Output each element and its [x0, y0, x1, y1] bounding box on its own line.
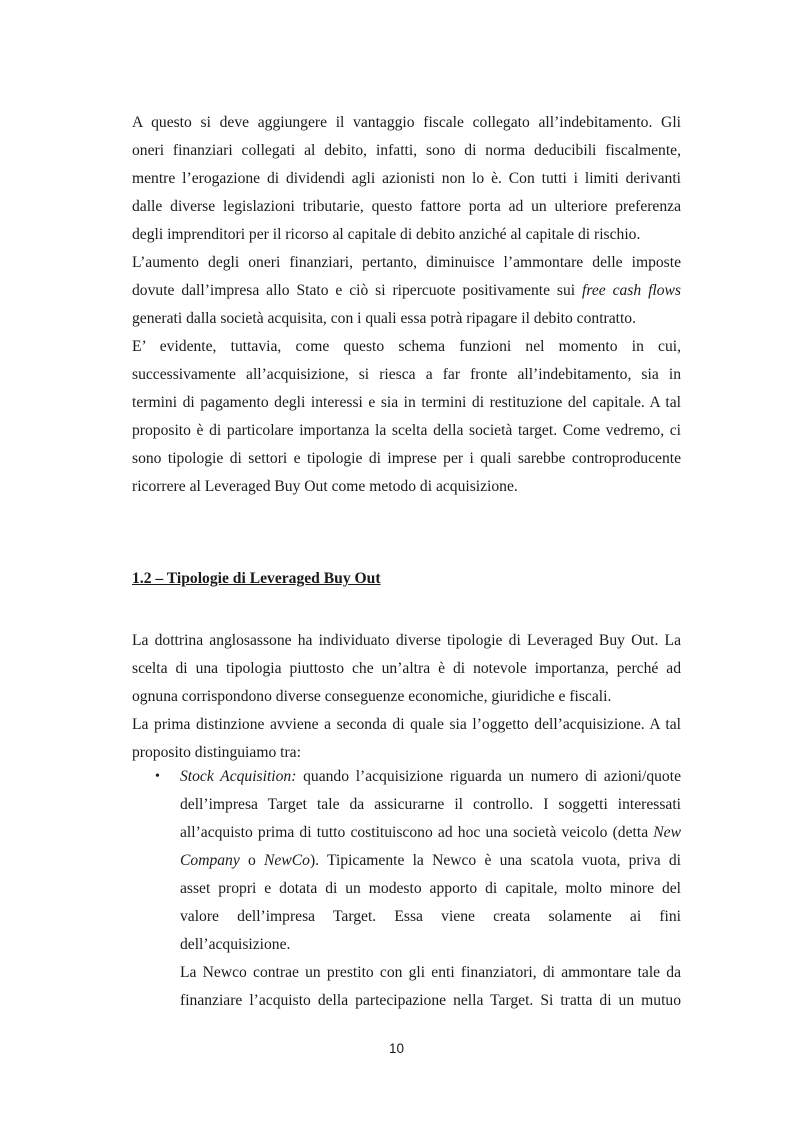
bullet-line-3	[180, 823, 681, 843]
page-number: 10	[388, 1041, 405, 1056]
new-term: New	[653, 824, 681, 841]
bullet-text: all’acquisto prima di tutto costituiscono ad hoc una società veicolo (detta	[180, 824, 654, 841]
paragraph-1-line-5: degli imprenditori per il ricorso al capitale di debito anziché al capitale di rischio.	[132, 226, 641, 243]
bullet-line-5: asset propri e dotata di un modesto apporto di capitale, molto minore del	[180, 880, 681, 897]
paragraph-2-line-2	[132, 281, 681, 301]
paragraph-5-line-2: proposito distinguiamo tra:	[132, 744, 301, 761]
paragraph-1-line-1: A questo si deve aggiungere il vantaggio fiscale collegato all’indebitamento. Gli	[132, 114, 681, 131]
paragraph-4-line-1: La dottrina anglosassone ha individuato diverse tipologie di Leveraged Buy Out. La	[132, 632, 681, 649]
paragraph-2-line-1: L’aumento degli oneri finanziari, pertanto, diminuisce l’ammontare delle imposte	[132, 254, 681, 271]
paragraph-2-text: dovute dall’impresa allo Stato e ciò si ripercuote positivamente sui	[132, 282, 583, 299]
paragraph-1-line-4: dalle diverse legislazioni tributarie, questo fattore porta ad un ulteriore preferenza	[132, 198, 681, 215]
paragraph-1-line-3: mentre l’erogazione di dividendi agli azionisti non lo è. Con tutti i limiti derivanti	[132, 170, 681, 187]
bullet-line-8: La Newco contrae un prestito con gli enti finanziatori, di ammontare tale da	[180, 964, 681, 981]
paragraph-4-line-3: ognuna corrispondono diverse conseguenze economiche, giuridiche e fiscali.	[132, 688, 612, 705]
bullet-line-7: dell’acquisizione.	[180, 936, 291, 953]
stock-acquisition-term: Stock Acquisition:	[180, 768, 297, 785]
paragraph-3-line-5: sono tipologie di settori e tipologie di imprese per i quali sarebbe controproducente	[132, 450, 681, 467]
bullet-text: quando l’acquisizione riguarda un numero di azioni/quote	[296, 768, 681, 785]
newco-term: NewCo	[264, 852, 310, 869]
paragraph-3-line-6: ricorrere al Leveraged Buy Out come metodo di acquisizione.	[132, 478, 518, 495]
bullet-line-2: dell’impresa Target tale da assicurarne il controllo. I soggetti interessati	[180, 796, 681, 813]
section-heading: 1.2 – Tipologie di Leveraged Buy Out	[132, 570, 381, 587]
paragraph-1-line-2: oneri finanziari collegati al debito, infatti, sono di norma deducibili fiscalmente,	[132, 142, 681, 159]
paragraph-2-line-3: generati dalla società acquisita, con i quali essa potrà ripagare il debito contratto.	[132, 310, 637, 327]
bullet-text: ). Tipicamente la Newco è una scatola vuota, priva di	[309, 852, 682, 869]
bullet-text: o	[239, 852, 265, 869]
paragraph-4-line-2: scelta di una tipologia piuttosto che un’altra è di notevole importanza, perché ad	[132, 660, 681, 677]
paragraph-3-line-4: proposito è di particolare importanza la scelta della società target. Come vedremo, ci	[132, 422, 681, 439]
bullet-dot-icon: •	[155, 769, 160, 784]
paragraph-3-line-1: E’ evidente, tuttavia, come questo schema funzioni nel momento in cui,	[132, 338, 681, 355]
paragraph-3-line-3: termini di pagamento degli interessi e sia in termini di restituzione del capitale. A tal	[132, 394, 681, 411]
bullet-line-9: finanziare l’acquisto della partecipazione nella Target. Si tratta di un mutuo	[180, 992, 681, 1009]
bullet-line-6: valore dell’impresa Target. Essa viene creata solamente ai fini	[180, 908, 681, 925]
paragraph-5-line-1: La prima distinzione avviene a seconda di quale sia l’oggetto dell’acquisizione. A tal	[132, 716, 681, 733]
paragraph-3-line-2: successivamente all’acquisizione, si riesca a far fronte all’indebitamento, sia in	[132, 366, 681, 383]
free-cash-flows-term: free cash flows	[582, 282, 681, 299]
bullet-line-1	[180, 767, 681, 787]
bullet-line-4	[180, 851, 681, 871]
company-term: Company	[180, 852, 240, 869]
